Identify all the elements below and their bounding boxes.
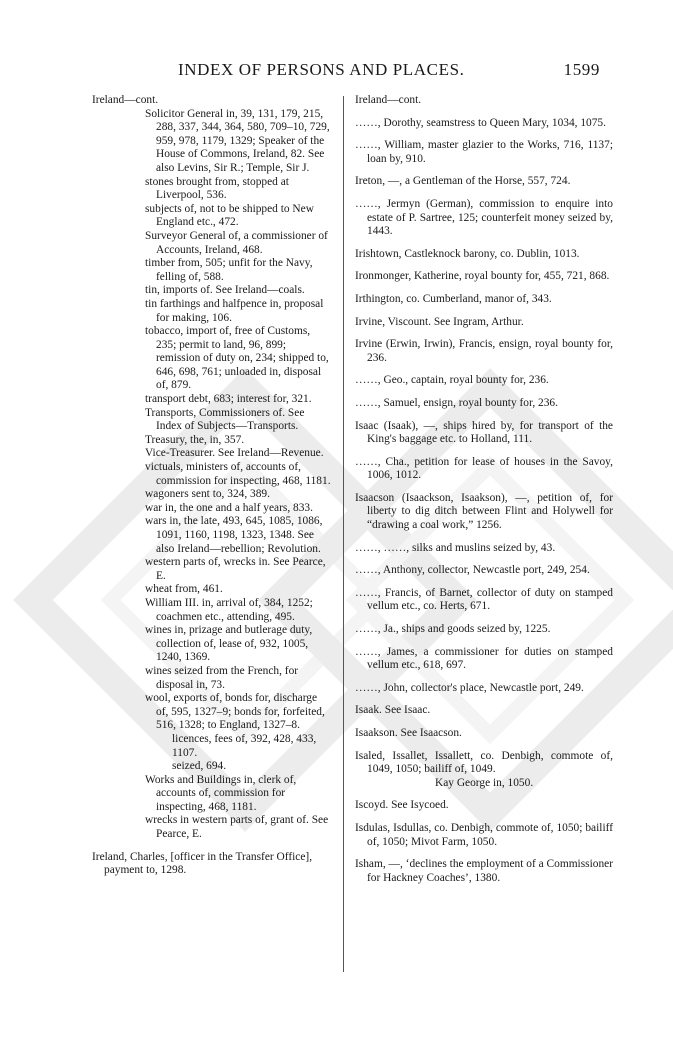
index-entry: Iscoyd. See Isycoed. (355, 799, 449, 812)
left-column (92, 94, 332, 878)
index-entry: Isham, —, ‘declines the employment of a Commissioner for Hackney Coaches’, 1380. (355, 858, 613, 884)
index-entry: Ironmonger, Katherine, royal bounty for, 455, 721, 868. (355, 270, 610, 283)
index-entry: ……, Ja., ships and goods seized by, 1225. (355, 623, 551, 636)
index-entry: Ireland, Charles, [officer in the Transfer Office], payment to, 1298. (92, 850, 313, 877)
column-divider (343, 96, 344, 972)
index-entry: ……, James, a commissioner for duties on stamped vellum etc., 618, 697. (355, 645, 613, 672)
index-entry: wines seized from the French, for disposal in, 73. (145, 664, 299, 691)
page-title: INDEX OF PERSONS AND PLACES. (178, 60, 465, 79)
index-entry: licences, fees of, 392, 428, 433, 1107. (172, 732, 317, 759)
index-entry: ……, Francis, of Barnet, collector of duty on stamped vellum etc., co. Herts, 671. (355, 586, 613, 613)
index-entry: ……, John, collector's place, Newcastle port, 249. (355, 681, 584, 694)
index-entry: Isaled, Issallet, Issallett, co. Denbigh, commote of, 1049, 1050; bailiff of, 1049. (355, 749, 613, 776)
index-entry: ……, Dorothy, seamstress to Queen Mary, 1034, 1075. (355, 116, 606, 129)
index-entry: stones brought from, stopped at Liverpool, 536. (145, 175, 289, 202)
index-entry: ……, William, master glazier to the Works, 716, 1137; loan by, 910. (355, 139, 613, 165)
index-entry: wheat from, 461. (145, 583, 223, 596)
index-entry: Ireton, —, a Gentleman of the Horse, 557, 724. (355, 175, 571, 188)
index-entry: Treasury, the, in, 357. (145, 433, 245, 446)
index-entry: ……, Cha., petition for lease of houses in the Savoy, 1006, 1012. (355, 455, 613, 482)
index-entry: Irvine (Erwin, Irwin), Francis, ensign, royal bounty for, 236. (355, 338, 613, 364)
index-entry: Isaac (Isaak), —, ships hired by, for transport of the King's baggage etc. to Holland, 111. (355, 419, 613, 446)
index-entry: ……, ……, silks and muslins seized by, 43. (355, 541, 556, 554)
right-column (355, 94, 613, 885)
index-entry: wrecks in western parts of, grant of. See Pearce, E. (145, 814, 329, 841)
index-entry: Irishtown, Castleknock barony, co. Dublin, 1013. (355, 247, 580, 260)
index-entry: Irvine, Viscount. See Ingram, Arthur. (355, 315, 524, 328)
index-entry: ……, Anthony, collector, Newcastle port, 249, 254. (355, 564, 590, 577)
index-entry: war in, the one and a half years, 833. (145, 501, 313, 514)
index-entry: Surveyor General of, a commissioner of Accounts, Ireland, 468. (145, 229, 328, 256)
index-entry: timber from, 505; unfit for the Navy, felling of, 588. (145, 257, 313, 283)
page-header (160, 60, 600, 86)
index-entry: Isaak. See Isaac. (355, 704, 431, 717)
index-entry: Isaakson. See Isaacson. (355, 727, 462, 739)
index-entry: wool, exports of, bonds for, discharge of, 595, 1327–9; bonds for, forfeited, 516, 1328; to England, 1327–8. (145, 692, 325, 732)
index-entry: Works and Buildings in, clerk of, accounts of, commission for inspecting, 468, 1181. (145, 773, 297, 813)
index-entry: Solicitor General in, 39, 131, 179, 215, 288, 337, 344, 364, 580, 709–10, 729, 959, 978, 1179, 1329; Speaker of the House of Commons, Ireland, 82. See also Levins, Sir R.; Temple, Sir J. (145, 107, 330, 174)
index-entry: victuals, ministers of, accounts of, commission for inspecting, 468, 1181. (145, 461, 331, 487)
index-entry: Transports, Commissioners of. See Index of Subjects—Transports. (145, 406, 305, 433)
index-entry: ……, Samuel, ensign, royal bounty for, 236. (355, 396, 558, 409)
index-entry: wagoners sent to, 324, 389. (145, 488, 270, 501)
page-number: 1599 (563, 60, 600, 79)
index-entry: wines in, prizage and butlerage duty, collection of, lease of, 932, 1005, 1240, 1369. (145, 624, 313, 664)
index-entry: Ireland—cont. (92, 94, 159, 106)
index-entry: Vice-Treasurer. See Ireland—Revenue. (145, 447, 324, 460)
index-entry: subjects of, not to be shipped to New England etc., 472. (145, 202, 314, 229)
index-entry: Irthington, co. Cumberland, manor of, 343. (355, 292, 552, 305)
index-entry: ……, Geo., captain, royal bounty for, 236. (355, 374, 549, 387)
index-entry: tin farthings and halfpence in, proposal for making, 106. (145, 297, 324, 324)
index-entry: tobacco, import of, free of Customs, 235; permit to land, 96, 899; remission of duty on, 234; shipped to, 646, 698, 761; unloaded in, disposal of, 879. (145, 325, 329, 392)
index-entry: Isdulas, Isdullas, co. Denbigh, commote of, 1050; bailiff of, 1050; Mivot Farm, 1050. (355, 821, 613, 848)
index-entry: seized, 694. (172, 760, 227, 773)
index-entry: tin, imports of. See Ireland—coals. (145, 284, 305, 297)
index-entry: ……, Jermyn (German), commission to enquire into estate of P. Sartree, 125; counterfeit money seized by, 1443. (355, 197, 613, 238)
index-entry: Isaacson (Isaackson, Isaakson), —, petition of, for liberty to dig ditch between Flint and Holywell for “drawing a coal work,” 1256. (355, 491, 613, 532)
index-entry: transport debt, 683; interest for, 321. (145, 393, 312, 406)
index-entry: western parts of, wrecks in. See Pearce, E. (145, 556, 326, 582)
index-entry: Kay George in, 1050. (435, 776, 534, 789)
index-entry: William III. in, arrival of, 384, 1252; coachmen etc., attending, 495. (145, 596, 313, 623)
index-entry: wars in, the late, 493, 645, 1085, 1086, 1091, 1160, 1198, 1323, 1348. See also Ireland—rebellion; Revolution. (145, 515, 323, 555)
index-entry: Ireland—cont. (355, 94, 422, 106)
